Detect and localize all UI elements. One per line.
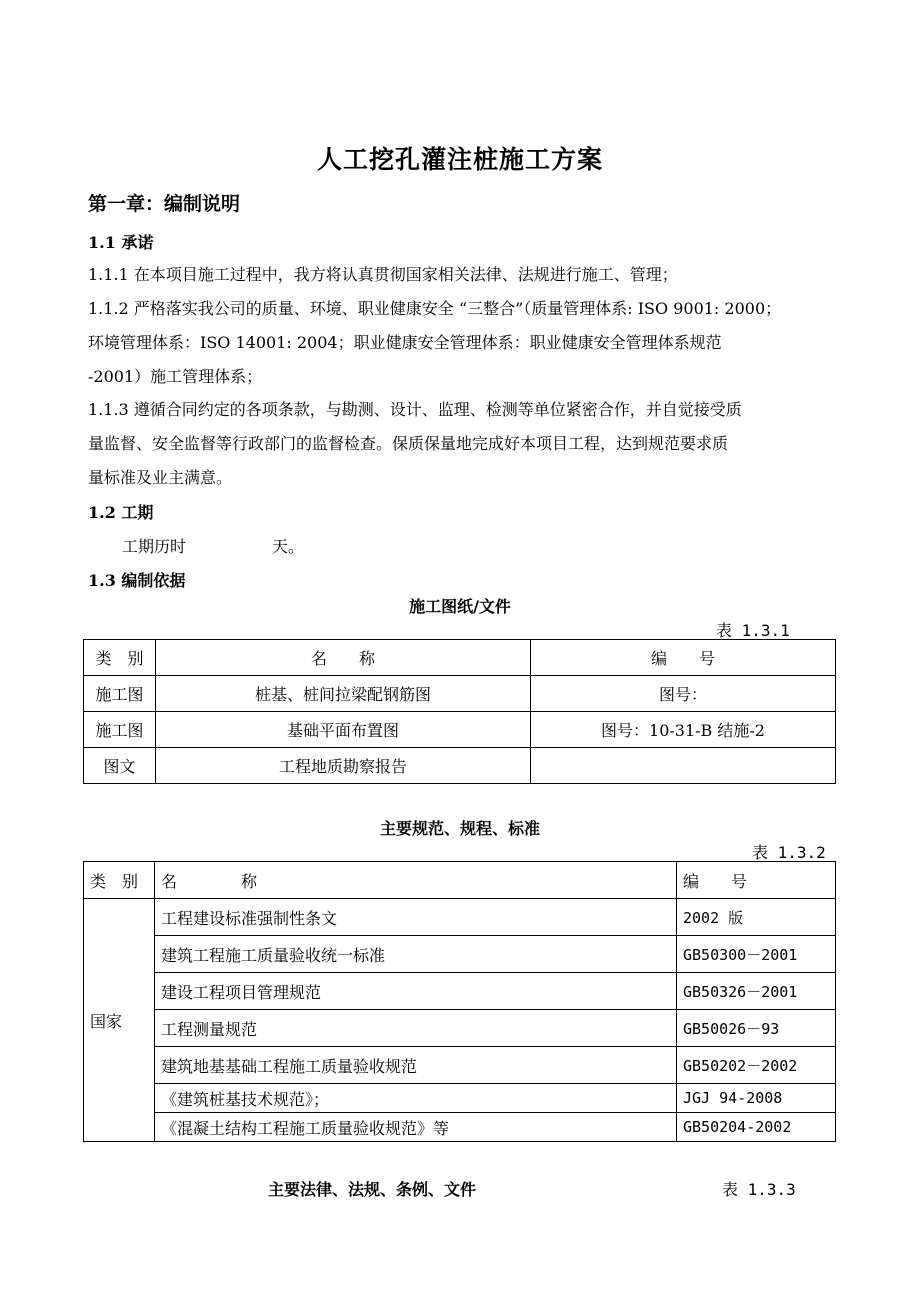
- table3-caption: 主要法律、法规、条例、文件: [268, 1180, 477, 1199]
- cell-number: GB50026－93: [677, 1010, 836, 1047]
- table-header-row: [84, 862, 836, 899]
- header-category: 类 别: [84, 862, 155, 899]
- table-row: [84, 936, 836, 973]
- drawings-table: [83, 639, 836, 784]
- cell-name: 工程测量规范: [155, 1010, 677, 1047]
- cell-name: 桩基、桩间拉梁配钢筋图: [156, 676, 531, 712]
- table-row: [84, 899, 836, 936]
- cell-number: 2002 版: [677, 899, 836, 936]
- table-row: [84, 1010, 836, 1047]
- chapter-heading: 第一章：编制说明: [88, 193, 241, 215]
- cell-number: 图号：: [531, 676, 836, 712]
- table1-number: 表 1.3.1: [716, 621, 790, 640]
- cell-number: GB50326－2001: [677, 973, 836, 1010]
- cell-number: [531, 748, 836, 784]
- paragraph-1-1-2-line: 环境管理体系：ISO 14001: 2004；职业健康安全管理体系：职业健康安全管理体系规范: [88, 333, 722, 352]
- table-row: [84, 1047, 836, 1084]
- section-1-3-heading: 1.3 编制依据: [88, 571, 186, 590]
- paragraph-1-1-2-line: 1.1.2 严格落实我公司的质量、环境、职业健康安全 “三整合”（质量管理体系: ISO 9001: 2000；: [88, 299, 782, 318]
- duration-unit: 天。: [272, 537, 305, 556]
- cell-name: 工程建设标准强制性条文: [155, 899, 677, 936]
- header-category: 类 别: [84, 640, 156, 676]
- cell-category: 国家: [84, 899, 155, 1142]
- cell-name: 《混凝土结构工程施工质量验收规范》等: [155, 1113, 677, 1142]
- table-row: [84, 1113, 836, 1142]
- paragraph-1-1-2-line: -2001）施工管理体系；: [88, 367, 263, 386]
- paragraph-1-1-3-line: 量标准及业主满意。: [88, 468, 233, 487]
- paragraph-1-1-3-line: 1.1.3 遵循合同约定的各项条款，与勘测、设计、监理、检测等单位紧密合作，并自觉接受质: [88, 400, 742, 419]
- table-row: [84, 973, 836, 1010]
- cell-number: GB50202－2002: [677, 1047, 836, 1084]
- table2-caption: 主要规范、规程、标准: [379, 819, 540, 838]
- header-name: 名 称: [155, 862, 677, 899]
- header-number: 编 号: [531, 640, 836, 676]
- cell-category: 图文: [84, 748, 156, 784]
- table-row: [84, 676, 836, 712]
- cell-name: 建筑工程施工质量验收统一标准: [155, 936, 677, 973]
- table-header-row: [84, 640, 836, 676]
- cell-name: 工程地质勘察报告: [156, 748, 531, 784]
- header-name: 名 称: [156, 640, 531, 676]
- cell-number: GB50300－2001: [677, 936, 836, 973]
- cell-name: 建设工程项目管理规范: [155, 973, 677, 1010]
- cell-category: 施工图: [84, 712, 156, 748]
- section-1-1-heading: 1.1 承诺: [88, 233, 154, 252]
- table-row: [84, 1084, 836, 1113]
- cell-number: GB50204-2002: [677, 1113, 836, 1142]
- table-row: [84, 748, 836, 784]
- table2-number: 表 1.3.2: [752, 843, 826, 862]
- duration-label: 工期历时: [122, 537, 187, 556]
- cell-name: 基础平面布置图: [156, 712, 531, 748]
- header-number: 编 号: [677, 862, 836, 899]
- section-1-2-heading: 1.2 工期: [88, 503, 154, 522]
- table1-caption: 施工图纸/文件: [409, 597, 511, 616]
- paragraph-1-1-1: 1.1.1 在本项目施工过程中，我方将认真贯彻国家相关法律、法规进行施工、管理；: [88, 265, 678, 284]
- cell-name: 建筑地基基础工程施工质量验收规范: [155, 1047, 677, 1084]
- table3-number: 表 1.3.3: [722, 1180, 796, 1199]
- document-title: 人工挖孔灌注桩施工方案: [316, 145, 603, 174]
- cell-number: 图号：10-31-B 结施-2: [531, 712, 836, 748]
- cell-category: 施工图: [84, 676, 156, 712]
- cell-number: JGJ 94-2008: [677, 1084, 836, 1113]
- cell-name: 《建筑桩基技术规范》；: [155, 1084, 677, 1113]
- table-row: [84, 712, 836, 748]
- standards-table: [83, 861, 836, 1142]
- paragraph-1-1-3-line: 量监督、安全监督等行政部门的监督检查。保质保量地完成好本项目工程，达到规范要求质: [88, 434, 729, 453]
